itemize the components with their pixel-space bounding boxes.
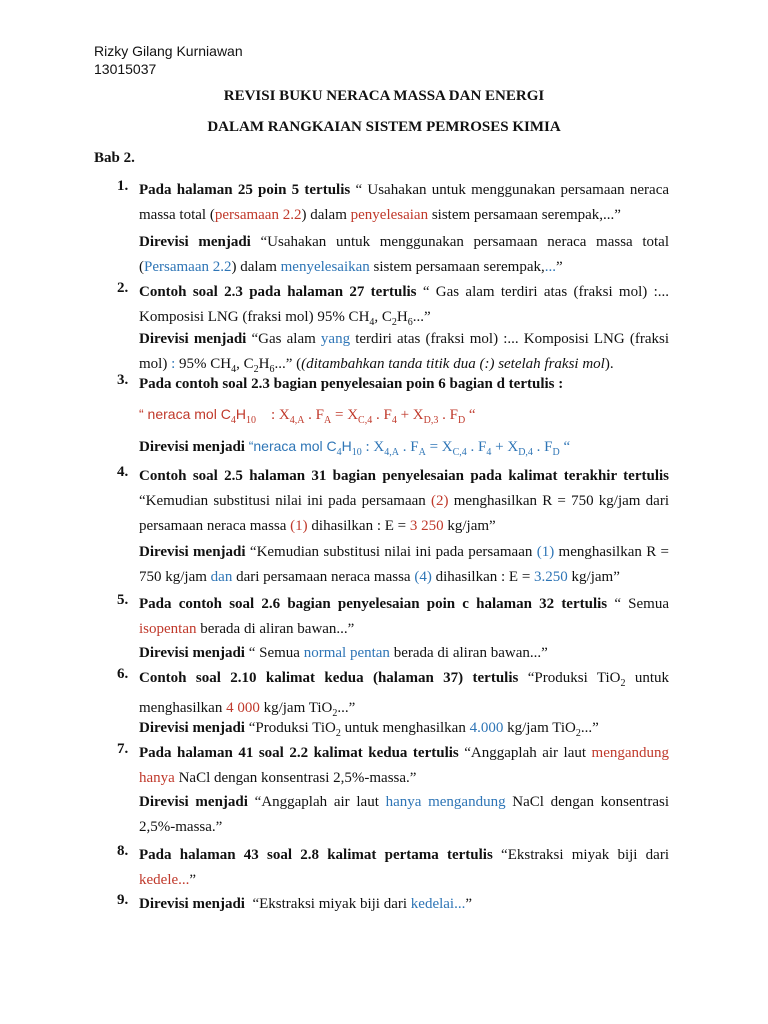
- author-id: 13015037: [94, 61, 157, 77]
- revised-highlight: dan: [210, 569, 233, 585]
- subscript: C,4: [452, 447, 467, 458]
- revised-highlight: 4.000: [469, 720, 504, 736]
- revised-text: , C: [236, 356, 254, 372]
- original-text: H: [396, 309, 408, 325]
- subscript: 2: [391, 317, 397, 328]
- original-text: , C: [374, 309, 392, 325]
- item-revised: [139, 892, 669, 917]
- original-highlight: penyelesaian: [350, 207, 429, 223]
- subscript: 4,A: [384, 447, 399, 458]
- revised-text: “neraca mol C: [248, 438, 337, 454]
- revised-text: dari persamaan neraca massa: [232, 569, 415, 585]
- original-text: ) dalam: [301, 207, 351, 223]
- item-revised: [139, 641, 669, 666]
- revised-highlight: (4): [414, 569, 432, 585]
- original-text: H: [235, 406, 246, 422]
- original-text: dihasilkan : E =: [307, 518, 410, 534]
- revised-text: ”: [555, 259, 563, 275]
- revised-label: Direvisi menjadi: [139, 720, 245, 736]
- revised-label: Direvisi menjadi: [139, 331, 247, 347]
- revised-text: terdiri atas (fraksi mol) :... Komposisi LNG (fraksi mol): [139, 331, 670, 372]
- document-subtitle: DALAM RANGKAIAN SISTEM PEMROSES KIMIA: [207, 119, 561, 135]
- item-revised: [139, 540, 669, 590]
- item-original: [139, 741, 669, 791]
- original-text: ”: [189, 872, 197, 888]
- subscript: 6: [269, 364, 275, 375]
- item-heading: Contoh soal 2.10 kalimat kedua (halaman 37) tertulis: [139, 670, 519, 686]
- revised-text: berada di aliran bawan...”: [389, 645, 548, 661]
- revised-text: “Produksi TiO: [248, 720, 336, 736]
- item-original: [139, 592, 669, 642]
- revised-text: ...”: [274, 356, 293, 372]
- revised-text: “Kemudian substitusi nilai ini pada persamaan: [249, 544, 537, 560]
- subscript: A: [418, 447, 426, 458]
- item-number: 4.: [117, 464, 129, 480]
- item-number: 5.: [117, 592, 129, 608]
- revised-text: “Usahakan untuk menggunakan persamaan neraca massa total (: [139, 234, 670, 275]
- item-number: 6.: [117, 666, 129, 682]
- revised-label: Direvisi menjadi: [139, 439, 245, 455]
- revised-text: 95% CH: [175, 356, 232, 372]
- revised-text: = X: [425, 439, 453, 455]
- revised-highlight: :: [171, 356, 176, 372]
- revised-text: H: [258, 356, 270, 372]
- original-text: ...”: [337, 700, 356, 716]
- revised-highlight: 3.250: [534, 569, 568, 585]
- item-heading: Pada contoh soal 2.6 bagian penyelesaian poin c halaman 32 tertulis: [139, 596, 608, 612]
- revised-label: Direvisi menjadi: [139, 544, 246, 560]
- item-heading: Pada halaman 41 soal 2.2 kalimat kedua tertulis: [139, 745, 459, 761]
- item-number: 3.: [117, 372, 129, 388]
- original-text: . F: [438, 407, 458, 423]
- revised-highlight: kedelai...: [410, 896, 466, 912]
- original-text: “Ekstraksi miyak biji dari: [501, 847, 669, 863]
- item-number: 7.: [117, 741, 129, 757]
- revised-highlight: normal pentan: [303, 645, 390, 661]
- revised-highlight: Persamaan 2.2: [144, 259, 232, 275]
- revised-text: ).: [604, 356, 614, 372]
- original-highlight: mengandung hanya: [139, 745, 670, 786]
- subscript: 4: [336, 447, 342, 458]
- revised-highlight: (1): [536, 544, 555, 560]
- original-highlight: 3 250: [409, 518, 444, 534]
- original-highlight: kedele...: [139, 872, 190, 888]
- subscript: D,4: [518, 447, 533, 458]
- revised-text: . F: [532, 439, 553, 455]
- subscript: C,4: [358, 415, 373, 426]
- subscript: 2: [620, 678, 626, 689]
- revised-text: “Ekstraksi miyak biji dari: [252, 896, 411, 912]
- revised-highlight: yang: [320, 331, 351, 347]
- revised-text: sistem persamaan serempak,: [369, 259, 545, 275]
- original-text: menghasilkan R = 750 kg/jam dari persamaan neraca massa: [139, 493, 669, 534]
- revised-text: “ Semua: [248, 645, 304, 661]
- original-text: “Kemudian substitusi nilai ini pada persamaan: [139, 493, 431, 509]
- item-number: 8.: [117, 843, 129, 859]
- original-text: “ Semua: [614, 596, 669, 612]
- revised-text: untuk menghasilkan: [340, 720, 470, 736]
- original-text: sistem persamaan serempak,...”: [428, 207, 621, 223]
- original-text: untuk menghasilkan: [139, 670, 670, 716]
- original-text: “ neraca mol C: [139, 406, 231, 422]
- original-text: NaCl dengan konsentrasi 2,5%-massa.”: [174, 770, 417, 786]
- subscript: D,3: [423, 415, 439, 426]
- item-revised: [139, 790, 669, 840]
- item-revised: Direvisi menjadi “Gas alam yang terdiri atas (fraksi mol) :... Komposisi LNG (fraksi mol) : 95% $CH_4$, $C_2H_6$...” ((ditambahkan tanda titik dua (:) setelah fraksi mol).: [139, 331, 670, 375]
- subscript: 2: [332, 708, 338, 719]
- revised-text: dihasilkan : E =: [431, 569, 535, 585]
- revised-text: ”: [465, 896, 473, 912]
- revised-text: : X: [361, 439, 385, 455]
- author-block: [94, 42, 243, 78]
- original-text: . F: [372, 407, 392, 423]
- subscript: 2: [575, 728, 581, 739]
- subscript: 4: [369, 317, 375, 328]
- original-text: kg/jam”: [443, 518, 496, 534]
- item-heading: Pada halaman 43 soal 2.8 kalimat pertama tertulis: [139, 847, 493, 863]
- revised-text: “Gas alam: [251, 331, 321, 347]
- item-number: 1.: [117, 178, 129, 194]
- revised-label: Direvisi menjadi: [139, 234, 251, 250]
- original-text: : X: [270, 407, 290, 423]
- subscript: 6: [407, 317, 413, 328]
- original-highlight: persamaan 2.2: [214, 207, 302, 223]
- original-highlight: 4 000: [226, 700, 260, 716]
- original-text: “ Usahakan untuk menggunakan persamaan neraca massa total (: [139, 182, 670, 223]
- revised-note: (ditambahkan tanda titik dua (:) setelah fraksi mol: [301, 356, 605, 372]
- subscript: 4: [230, 415, 236, 426]
- original-text: “Produksi TiO: [527, 670, 621, 686]
- original-text: “ Gas alam terdiri atas (fraksi mol) :... Komposisi LNG (fraksi mol) 95% CH: [139, 284, 669, 325]
- subscript: A: [324, 415, 332, 426]
- item-heading: Pada contoh soal 2.3 bagian penyelesaian poin 6 bagian d tertulis :: [139, 376, 564, 392]
- original-highlight: (1): [290, 518, 308, 534]
- revised-label: Direvisi menjadi: [139, 645, 245, 661]
- original-text: . F: [304, 407, 325, 423]
- revised-text: H: [341, 438, 352, 454]
- item-revised: [139, 434, 669, 465]
- revised-text: ) dalam: [231, 259, 281, 275]
- revised-text: NaCl dengan konsentrasi 2,5%-massa.”: [139, 794, 669, 835]
- item-number: 2.: [117, 280, 129, 296]
- subscript: 4: [391, 415, 397, 426]
- subscript: 4: [486, 447, 492, 458]
- item-number: 9.: [117, 892, 129, 908]
- original-text: “Anggaplah air laut: [464, 745, 592, 761]
- revised-text: . F: [399, 439, 419, 455]
- author-name: Rizky Gilang Kurniawan: [94, 43, 243, 59]
- subscript: 2: [335, 728, 341, 739]
- subscript: 4,A: [289, 415, 305, 426]
- original-highlight: isopentan: [139, 621, 197, 637]
- original-text: “: [465, 407, 476, 423]
- item-heading: Pada halaman 25 poin 5 tertulis: [139, 182, 351, 198]
- revised-text: “: [559, 439, 571, 455]
- revised-highlight: ...: [544, 259, 556, 275]
- revised-highlight: hanya mengandung: [385, 794, 506, 810]
- subscript: D: [457, 415, 466, 426]
- item-original: [139, 464, 669, 539]
- item-heading: Contoh soal 2.3 pada halaman 27 tertulis: [139, 284, 417, 300]
- revised-text: menghasilkan R = 750 kg/jam: [139, 544, 670, 585]
- document-title: REVISI BUKU NERACA MASSA DAN ENERGI: [223, 88, 545, 104]
- revised-label: Direvisi menjadi: [139, 794, 248, 810]
- original-highlight: (2): [431, 493, 449, 509]
- original-text: ...”: [412, 309, 431, 325]
- chapter-label: Bab 2.: [94, 150, 135, 166]
- item-heading: Contoh soal 2.5 halaman 31 bagian penyelesaian pada kalimat terakhir tertulis: [139, 468, 669, 484]
- revised-highlight: menyelesaikan: [280, 259, 370, 275]
- original-text: = X: [331, 407, 359, 423]
- subscript: 4: [231, 364, 237, 375]
- subscript: 2: [253, 364, 259, 375]
- subscript: 10: [351, 447, 362, 458]
- original-text: + X: [396, 407, 424, 423]
- item-original: [139, 178, 669, 228]
- revised-text: . F: [466, 439, 487, 455]
- revised-text: kg/jam”: [567, 569, 620, 585]
- item-original: [139, 843, 669, 893]
- original-text: kg/jam TiO: [259, 700, 333, 716]
- revised-label: Direvisi menjadi: [139, 896, 245, 912]
- original-text: berada di aliran bawan...”: [196, 621, 355, 637]
- revised-text: ...”: [580, 720, 599, 736]
- revised-text: kg/jam TiO: [503, 720, 576, 736]
- item-original: [139, 402, 669, 433]
- revised-text: + X: [491, 439, 519, 455]
- subscript: D: [552, 447, 560, 458]
- subscript: 10: [245, 415, 256, 426]
- item-heading-line: [139, 372, 669, 397]
- revised-text: “Anggaplah air laut: [254, 794, 386, 810]
- item-revised: [139, 230, 669, 280]
